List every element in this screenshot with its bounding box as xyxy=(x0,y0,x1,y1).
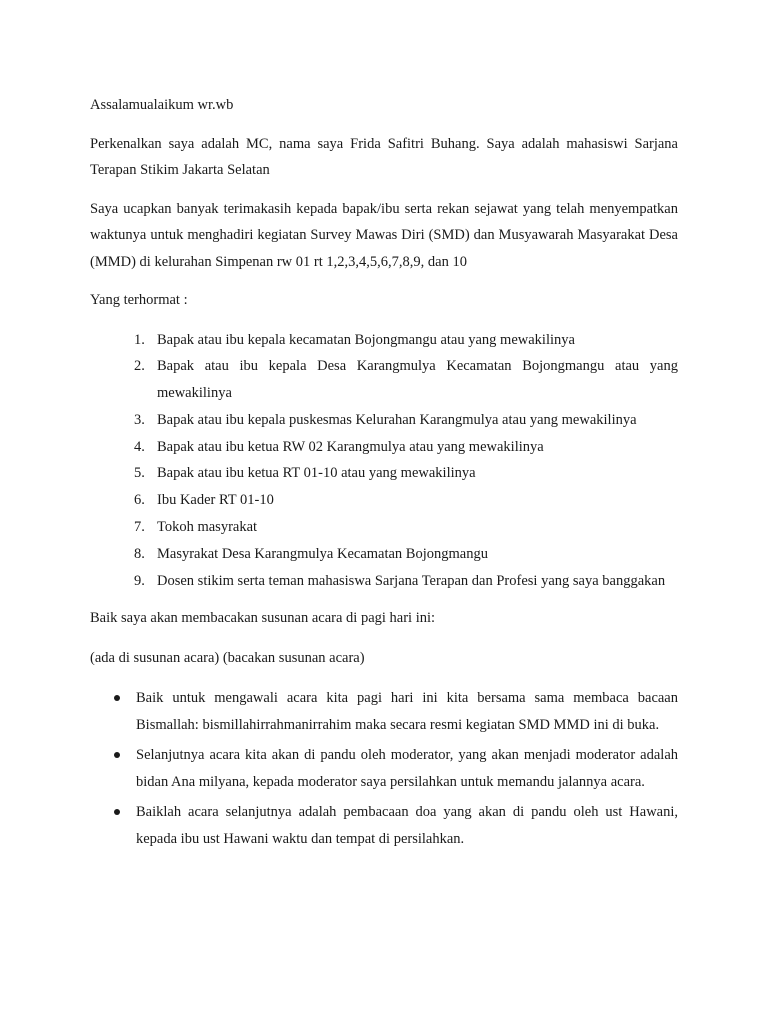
list-item-text: Bapak atau ibu kepala kecamatan Bojongmangu atau yang mewakilinya xyxy=(157,331,575,348)
agenda-bullet-list xyxy=(90,685,678,853)
list-item xyxy=(90,568,678,595)
bullet-text: Selanjutnya acara kita akan di pandu oleh moderator, yang akan menjadi moderator adalah bidan Ana milyana, kepada moderator saya persilahkan untuk memandu jalannya acara. xyxy=(136,747,678,791)
honor-heading: Yang terhormat : xyxy=(90,292,188,308)
honor-list xyxy=(90,327,678,595)
list-number: 2. xyxy=(134,358,145,375)
list-item-text: Bapak atau ibu ketua RT 01-10 atau yang mewakilinya xyxy=(157,465,476,482)
schedule-note: (ada di susunan acara) (bacakan susunan acara) xyxy=(90,649,365,666)
list-item-text: Dosen stikim serta teman mahasiswa Sarjana Terapan dan Profesi yang saya banggakan xyxy=(157,572,666,589)
list-item-text: Masyrakat Desa Karangmulya Kecamatan Bojongmangu xyxy=(157,545,488,562)
bullet-text: Baik untuk mengawali acara kita pagi hari ini kita bersama sama membaca bacaan Bismallah: bismillahirrahmanirrahim maka secara resmi kegiatan SMD MMD ini di buka. xyxy=(136,690,678,734)
list-item-text: Tokoh masyrakat xyxy=(157,519,258,536)
list-item xyxy=(90,434,678,461)
list-item-text: Bapak atau ibu kepala puskesmas Kelurahan Karangmulya atau yang mewakilinya xyxy=(157,411,637,428)
list-item xyxy=(90,460,678,487)
list-item-text: Bapak atau ibu ketua RW 02 Karangmulya atau yang mewakilinya xyxy=(157,438,544,455)
bullet-icon xyxy=(114,752,120,758)
list-item xyxy=(90,514,678,541)
list-item xyxy=(90,327,678,354)
bullet-icon xyxy=(114,695,120,701)
thanks-paragraph: Saya ucapkan banyak terimakasih kepada bapak/ibu serta rekan sejawat yang telah menyempatkan waktunya untuk menghadiri kegiatan Survey Mawas Diri (SMD) dan Musyawarah Masyarakat Desa (MMD) di kelurahan Simpenan rw 01 rt 1,2,3,4,5,6,7,8,9, dan 10 xyxy=(90,200,678,270)
bullet-item xyxy=(90,799,678,853)
list-item-text: Bapak atau ibu kepala Desa Karangmulya Kecamatan Bojongmangu atau yang mewakilinya xyxy=(157,358,678,402)
list-number: 9. xyxy=(134,572,145,589)
list-item xyxy=(90,541,678,568)
bullet-text: Baiklah acara selanjutnya adalah pembacaan doa yang akan di pandu oleh ust Hawani, kepada ibu ust Hawani waktu dan tempat di persilahkan. xyxy=(136,804,678,848)
list-number: 6. xyxy=(134,492,145,509)
document-body xyxy=(90,92,678,856)
list-item xyxy=(90,353,678,407)
bullet-item xyxy=(90,742,678,796)
bullet-item xyxy=(90,685,678,739)
list-number: 7. xyxy=(134,519,145,536)
intro-paragraph: Perkenalkan saya adalah MC, nama saya Frida Safitri Buhang. Saya adalah mahasiswi Sarjana Terapan Stikim Jakarta Selatan xyxy=(90,135,678,178)
list-number: 5. xyxy=(134,465,145,482)
greeting: Assalamualaikum wr.wb xyxy=(90,97,234,113)
list-number: 1. xyxy=(134,331,145,348)
list-number: 3. xyxy=(134,411,145,428)
opening-paragraph: Baik saya akan membacakan susunan acara di pagi hari ini: xyxy=(90,610,436,627)
list-number: 8. xyxy=(134,545,145,562)
bullet-icon xyxy=(114,809,120,815)
list-item-text: Ibu Kader RT 01-10 xyxy=(157,492,274,509)
list-number: 4. xyxy=(134,438,145,455)
list-item xyxy=(90,407,678,434)
list-item xyxy=(90,487,678,514)
